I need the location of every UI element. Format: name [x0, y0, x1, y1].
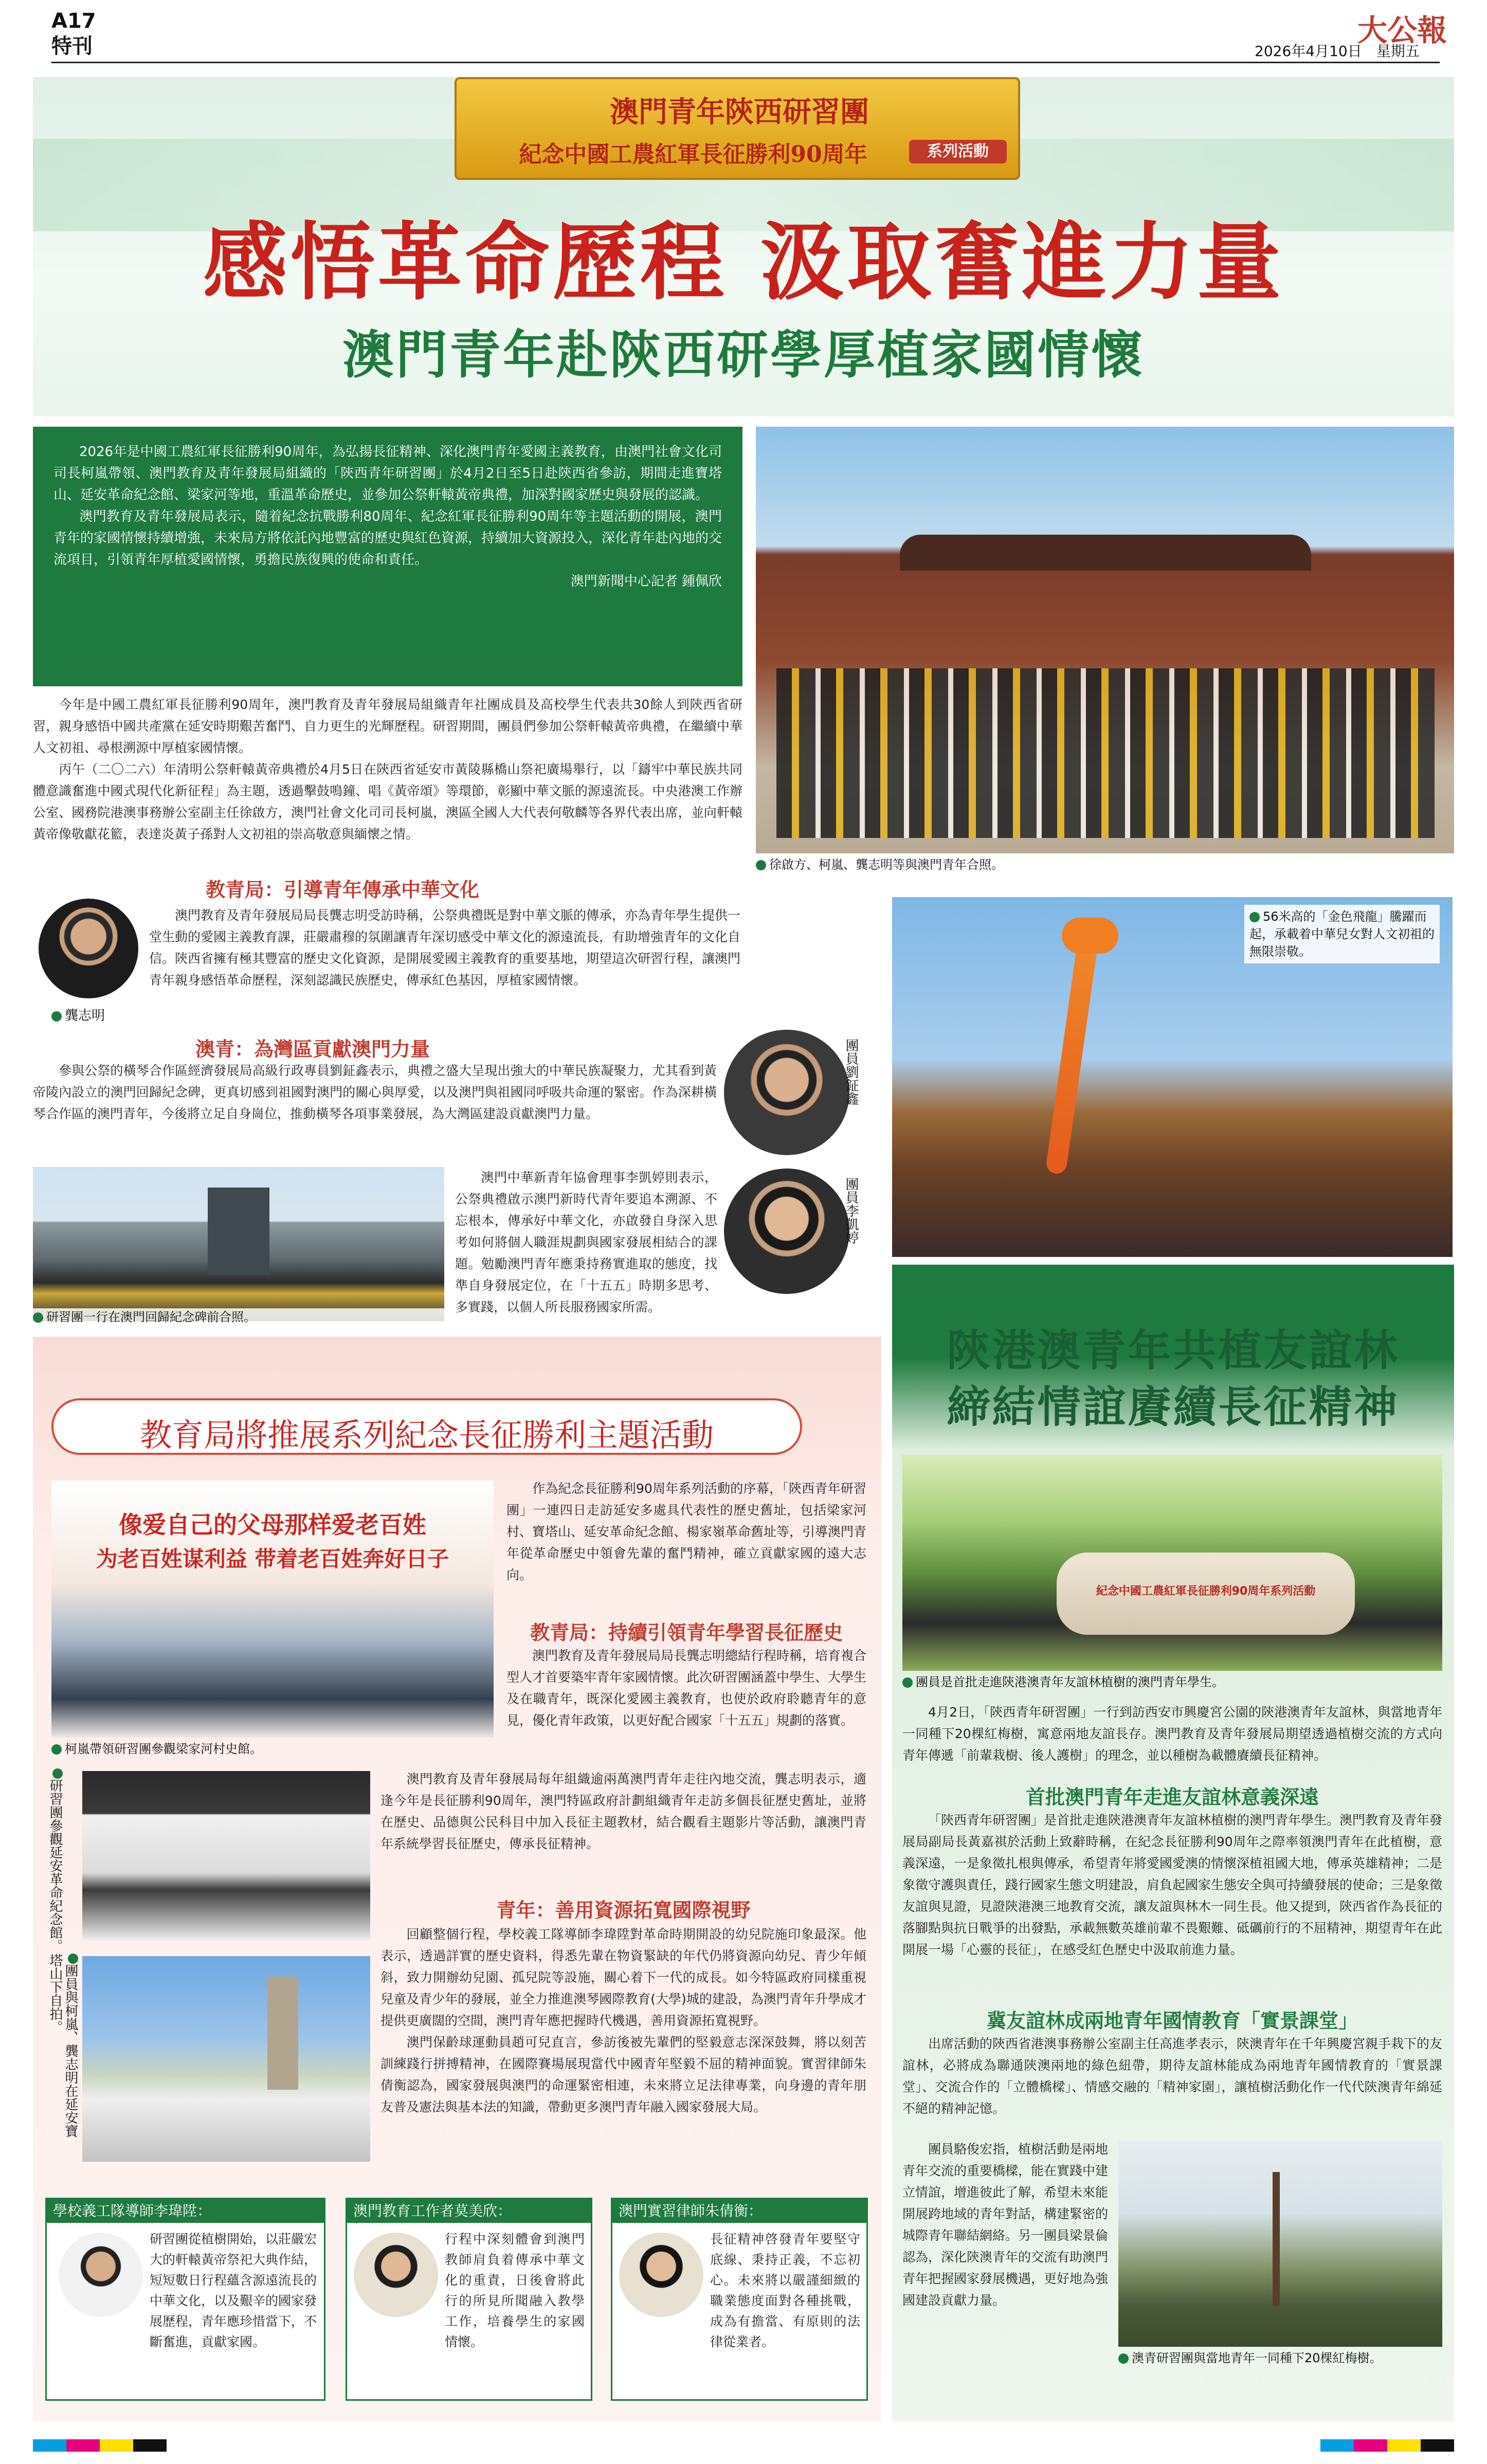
series-title: 教育局將推展系列紀念長征勝利主題活動 [139, 1416, 714, 1454]
pagoda-tower [267, 1977, 298, 2090]
forest-group-photo [902, 1455, 1442, 1671]
interview-title-1: 學校義工隊導師李瑋陞： [47, 2199, 324, 2223]
series-sub2-text [380, 1924, 866, 2118]
series-lead-paragraph: 作為紀念長征勝利90周年系列活動的序幕，「陝西青年研習團」一連四日走訪延安多處具代表性的歷史舊址，包括梁家河村、寶塔山、延安革命紀念館、楊家嶺革命舊址等，引導澳門青年從革命歷史中領會先輩的奮鬥精神，確立貢獻家國的遠大志向。 [506, 1481, 867, 1582]
avatar-director [37, 897, 140, 1000]
forest-paragraph-1: 4月2日，「陝西青年研習團」一行到訪西安市興慶宮公園的陝港澳青年友誼林，與當地青年一同種下20棵紅梅樹，寓意兩地友誼長存。澳門教育及青年發展局期望透過植樹交流的方式向青年傳遞「前輩栽樹、後人護樹」的理念，並以種樹為載體賡續長征精神。 [902, 1705, 1442, 1763]
slogan-line-2: 为老百姓谋利益 带着老百姓奔好日子 [96, 1546, 449, 1572]
issue-date: 2026年4月10日 星期五 [1255, 43, 1420, 60]
series-lead [506, 1478, 866, 1586]
monument-caption: 研習團一行在澳門回歸紀念碑前合照。 [33, 1308, 444, 1326]
series-sub2: 青年：善用資源拓寬國際視野 [496, 1899, 751, 1922]
dsedj-text [149, 905, 740, 991]
section-label: 特刊 [51, 34, 93, 58]
forest-text-2 [902, 1810, 1442, 1961]
forest-title-1: 陝港澳青年共植友誼林 [947, 1325, 1400, 1376]
banner-plaque [455, 77, 1020, 180]
interview-text-2: 行程中深刻體會到澳門教師肩負着傳承中華文化的重責，日後會將此行的所見所聞融入教學工作，培養學生的家國情懷。 [445, 2232, 585, 2349]
lee-caption: 團員李凱婷 [843, 1177, 859, 1244]
caption-bullet-icon [52, 1768, 63, 1779]
main-group-photo [756, 427, 1454, 853]
dragon-head [1062, 918, 1118, 954]
series-sub1-paragraph-2: 澳門教育及青年發展局每年組織逾兩萬澳門青年走往內地交流，龔志明表示，適逢今年是長征勝利90周年，澳門特區政府計劃組織青年走訪多個長征歷史舊址，並將在歷史、品德與公民科目中加入長征主題教材，結合觀看主題影片等活動，讓澳門青年系統學習長征歷史，傳承長征精神。 [380, 1772, 866, 1851]
forest-photo-caption: 團員是首批走進陝港澳青年友誼林植樹的澳門青年學生。 [902, 1673, 1442, 1691]
tree-planting-caption: 澳青研習團與當地青年一同種下20棵紅梅樹。 [1118, 2349, 1442, 2367]
tree-trunk [1273, 2172, 1280, 2306]
forest-title-2: 締結情誼賡續長征精神 [947, 1381, 1400, 1432]
paper-logo: 大公報 [1357, 13, 1447, 48]
series-sub1-text1 [506, 1645, 866, 1731]
caption-bullet-icon [51, 1011, 62, 1021]
intro-byline: 澳門新聞中心記者 鍾佩欣 [570, 574, 722, 589]
caption-bullet-icon [756, 860, 766, 870]
body1-paragraph-1: 今年是中國工農紅軍長征勝利90周年，澳門教育及青年發展局組織青年社團成員及高校學生代表共30餘人到陝西省研習，親身感悟中國共產黨在延安時期艱苦奮鬥、自力更生的光輝歷程。研習期間，團員們參加公祭軒轅黃帝典禮，在繼續中華人文初祖、尋根溯源中厚植家國情懷。 [33, 697, 742, 755]
printer-color-bar-left [33, 2439, 167, 2452]
series-sub1-paragraph-1: 澳門教育及青年發展局局長龔志明總結行程時稱，培育複合型人才首要築牢青年家國情懷。此次研習團涵蓋中學生、大學生及在職青年，既深化愛國主義教育，也使於政府聆聽青年的意見，優化青年政策，以更好配合國家「十五五」規劃的落實。 [506, 1648, 867, 1728]
museum-vcaption: 研習團參觀延安革命紀念館。 [47, 1768, 66, 1964]
body1-paragraph-2: 丙午（二〇二六）年清明公祭軒轅黃帝典禮於4月5日在陝西省延安市黃陵縣橋山祭祀廣場舉行，以「鑄牢中華民族共同體意識奮進中國式現代化新征程」為主題，透過擊鼓鳴鐘、唱《黃帝頌》等環節，彰顯中華文脈的源遠流長。中央港澳工作辦公室、國務院港澳事務辦公室副主任徐啟方，澳門社會文化司司長柯嵐，澳區全國人大代表何敬麟等各界代表出席，並向軒轅黃帝像敬獻花籃，表達炎黃子孫對人文初祖的崇高敬意與緬懷之情。 [33, 762, 742, 842]
stone-inscription: 紀念中國工農紅軍長征勝利90周年系列活動 [1096, 1585, 1316, 1598]
director-caption: 龔志明 [51, 1005, 105, 1024]
dsedj-subheading: 教青局：引導青年傳承中華文化 [206, 879, 480, 901]
caption-bullet-icon [1118, 2353, 1129, 2364]
slogan-line-1: 像爱自己的父母那样爱老百姓 [119, 1511, 426, 1539]
interview-title-2: 澳門教育工作者莫美欣： [347, 2199, 591, 2223]
caption-bullet-icon [902, 1677, 913, 1688]
interview-box-1 [45, 2198, 325, 2401]
caption-bullet-icon [68, 1954, 78, 1964]
youth-paragraph-2: 澳門中華新青年協會理事李凱婷則表示，公祭典禮啟示澳門新時代青年要追本溯源、不忘根本，傳承好中華文化，亦啟發自身深入思考如何將個人職涯規劃與國家發展相結合的課題。勉勵澳門青年應秉持務實進取的態度，找準自身發展定位，在「十五五」時期多思考、多實踐，以個人所長服務國家所需。 [455, 1170, 717, 1315]
series-sub2-paragraph-2: 澳門保齡球運動員趙可兒直言，參訪後被先輩們的堅毅意志深深鼓舞，將以刻苦訓練踐行拼搏精神，在國際賽場展現當代中國青年堅毅不屈的精神面貌。實習律師朱倩衡認為，國家發展與澳門的命運緊密相連，未來將立足法律專業，向身邊的青年朋友普及憲法與基本法的知識，帶動更多澳門青年融入國家發展大局。 [380, 2035, 866, 2114]
interview-text-3: 長征精神啓發青年要堅守底線、秉持正義，不忘初心。未來將以嚴謹細緻的職業態度面對各種挑戰，成為有擔當、有原則的法律從業者。 [710, 2232, 860, 2349]
forest-text-4 [902, 2139, 1108, 2311]
series-sub2-paragraph-1: 回顧整個行程，學校義工隊導師李瑋陞對革命時期開設的幼兒院施印象最深。他表示，透過詳實的歷史資料，得悉先輩在物資緊缺的年代仍將資源向幼兒、青少年傾斜，致力開辦幼兒園、孤兒院等設施，關心着下一代的成長。如今特區政府同樣重視兒童及青少年的發展，並全力推進澳琴國際教育(大學)城的建設，為澳門青年升學成才提供更廣闊的空間，澳門青年應把握時代機遇，善用資源拓寬視野。 [380, 1927, 866, 2028]
liu-caption: 團員劉鉦鑫 [843, 1038, 859, 1105]
interview-box-2 [346, 2198, 592, 2401]
page-header [0, 0, 1487, 60]
header-divider [51, 62, 1440, 63]
youth-subheading: 澳青：為灣區貢獻澳門力量 [195, 1038, 430, 1061]
youth-text-2 [455, 1167, 717, 1318]
forest-stone [1057, 1553, 1355, 1635]
printer-color-bar-right [1320, 2439, 1454, 2452]
headline-block [33, 77, 1454, 416]
caption-bullet-icon [1249, 912, 1260, 922]
forest-text-3 [902, 2033, 1442, 2120]
group-people [776, 668, 1435, 838]
main-photo-caption: 徐啟方、柯嵐、龔志明等與澳門青年合照。 [756, 856, 1454, 873]
temple-roof [900, 535, 1311, 571]
avatar-interviewee-2 [352, 2231, 440, 2319]
tree-planting-photo [1118, 2141, 1442, 2347]
monument-photo [33, 1167, 444, 1321]
liangjiahe-photo [51, 1481, 494, 1738]
interview-text-1: 研習團從植樹開始，以莊嚴宏大的軒轅黃帝祭祀大典作結，短短數日行程蘊含源遠流長的中華文化，以及艱辛的國家發展歷程，青年應珍惜當下，不斷奮進，貢獻家國。 [150, 2232, 317, 2349]
banner-line2: 紀念中國工農紅軍長征勝利90周年 [519, 141, 867, 168]
forest-paragraph-3: 出席活動的陝西省港澳事務辦公室副主任高進孝表示，陝澳青年在千年興慶宮親手栽下的友誼林，必將成為聯通陝澳兩地的綠色紐帶，期待友誼林能成為兩地青年國情教育的「實景課堂」、交流合作的「立體橋樑」、情感交融的「精神家園」，讓植樹活動化作一代代陝澳青年綿延不絕的精神記憶。 [902, 2036, 1443, 2116]
dragon-caption: 56米高的「金色飛龍」騰躍而起，承載着中華兒女對人文初祖的無限崇敬。 [1244, 905, 1440, 963]
series-sub1-text2 [380, 1768, 866, 1855]
intro-box [33, 427, 742, 686]
banner-line1: 澳門青年陝西研習團 [610, 95, 869, 129]
avatar-lee [722, 1167, 851, 1295]
intro-paragraph-1: 2026年是中國工農紅軍長征勝利90周年，為弘揚長征精神、深化澳門青年愛國主義教育，由澳門社會文化司司長柯嵐帶領、澳門教育及青年發展局組織的「陝西青年研習團」於4月2日至5日赴陝西省參訪，期間走進寶塔山、延安革命紀念館、梁家河等地，重溫革命歷史，並參加公祭軒轅黃帝典禮，加深對國家歷史與發展的認識。 [53, 444, 722, 503]
pagoda-vcaption: 團員與柯嵐、龔志明在延安寶塔山下自拍。 [47, 1954, 78, 2138]
intro-paragraph-2: 澳門教育及青年發展局表示，隨着紀念抗戰勝利80周年、紀念紅軍長征勝利90周年等主題活動的開展，澳門青年的家國情懷持續增強，未來局方將依託內地豐富的歷史與紅色資源，持續加大資源投入，深化青年赴內地的交流項目，引領青年厚植愛國情懷，勇擔民族復興的使命和責任。 [53, 509, 722, 568]
main-headline: 感悟革命歷程 汲取奮進力量 [203, 212, 1284, 312]
avatar-liu [722, 1028, 851, 1157]
forest-sub2: 冀友誼林成兩地青年國情教育「實景課堂」 [986, 2010, 1358, 2032]
monument-stone [208, 1188, 269, 1275]
museum-photo [82, 1771, 370, 1941]
body-text-1 [33, 694, 742, 845]
forest-paragraph-4: 團員駱俊宏指，植樹活動是兩地青年交流的重要橋樑，能在實踐中建立情誼，增進彼此了解，希望未來能開展跨地域的青年對話，構建緊密的城際青年聯結網絡。另一團員梁景倫認為，深化陝澳青年的交流有助澳門青年把握國家發展機遇，更好地為強國建設貢獻力量。 [902, 2142, 1109, 2308]
forest-paragraph-2: 「陝西青年研習團」是首批走進陝港澳青年友誼林植樹的澳門青年學生。澳門教育及青年發展局副局長黃嘉祺於活動上致辭時稱，在紀念長征勝利90周年之際率領澳門青年在此植樹，意義深遠，一是象徵扎根與傳承，希望青年將愛國愛澳的情懷深植祖國大地，傳承英雄精神；二是象徵守護與責任，踐行國家生態文明建設，肩負起國家生態安全與可持續發展的使命；三是象徵友誼與見證，見證陝港澳三地教育交流，讓友誼與林木一同生長。他又提到，陝西省作為長征的落腳點與抗日戰爭的出發點，承載無數英雄前輩不畏艱難、砥礪前行的不屈精神，期望青年在此開展一場「心靈的長征」，在感受紅色歷史中汲取前進力量。 [902, 1813, 1443, 1957]
page-number: A17 [51, 9, 96, 33]
pagoda-photo [82, 1956, 370, 2162]
series-title-bar [51, 1398, 802, 1455]
liangjiahe-caption: 柯嵐帶領研習團參觀梁家河村史館。 [51, 1740, 494, 1758]
series-sub1: 教青局：持續引領青年學習長征歷史 [530, 1621, 843, 1644]
caption-bullet-icon [33, 1312, 43, 1323]
sub-headline: 澳門青年赴陝西研學厚植家國情懷 [342, 324, 1145, 385]
interview-title-3: 澳門實習律師朱倩衡： [612, 2199, 866, 2223]
youth-text-1 [33, 1060, 717, 1125]
forest-text-1 [902, 1702, 1442, 1766]
forest-sub1: 首批澳門青年走進友誼林意義深遠 [1025, 1786, 1319, 1809]
caption-bullet-icon [51, 1744, 62, 1755]
dsedj-paragraph: 澳門教育及青年發展局局長龔志明受訪時稱，公祭典禮既是對中華文脈的傳承，亦為青年學生提供一堂生動的愛國主義教育課，莊嚴肅穆的氛圍讓青年深切感受中華文化的源遠流長，有助增強青年的文化自信。陝西省擁有極其豐富的歷史文化資源，是開展愛國主義教育的重要基地，期望這次研習行程，讓澳門青年親身感悟革命歷程，深刻認識民族歷史，傳承紅色基因，厚植家國情懷。 [149, 908, 741, 988]
youth-paragraph-1: 參與公祭的橫琴合作區經濟發展局高級行政專員劉鉦鑫表示，典禮之盛大呈現出強大的中華民族凝聚力，尤其看到黃帝陵內設立的澳門回歸紀念碑，更真切感到祖國對澳門的關心與厚愛，以及澳門與祖國同呼吸共命運的緊密。作為深耕橫琴合作區的澳門青年，今後將立足自身崗位，推動橫琴各項事業發展，為大灣區建設貢獻澳門力量。 [33, 1063, 717, 1121]
avatar-interviewee-3 [618, 2231, 705, 2319]
dragon-body [1045, 933, 1099, 1175]
series-badge: 系列活動 [909, 140, 1007, 163]
interview-box-3 [611, 2198, 868, 2401]
avatar-interviewee-1 [57, 2231, 144, 2319]
